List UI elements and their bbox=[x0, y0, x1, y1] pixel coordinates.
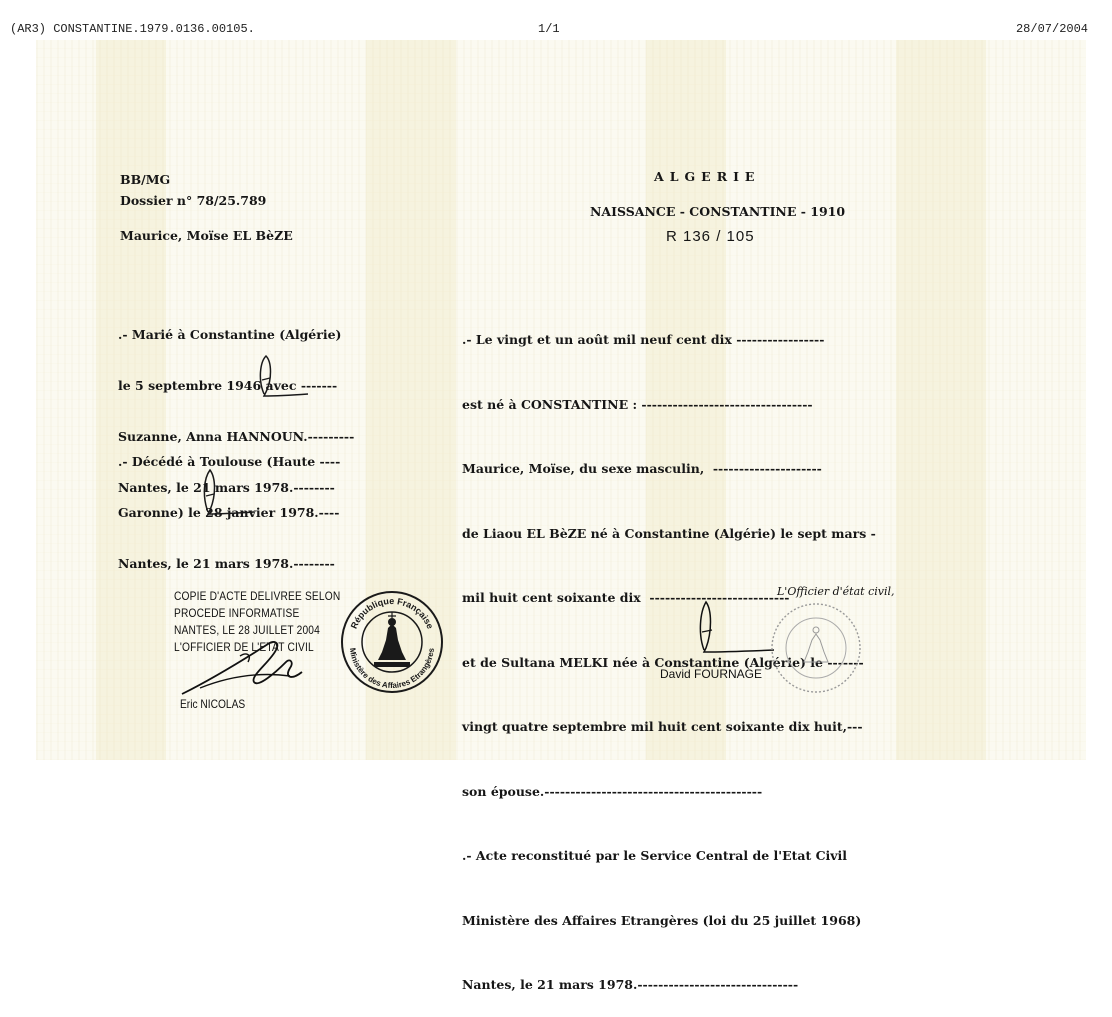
initial-mark-1 bbox=[246, 352, 326, 402]
record-line: mil huit cent soixante dix --------------------------- bbox=[462, 590, 790, 605]
seal-text-bottom: Ministère des Affaires Etrangères bbox=[347, 647, 436, 691]
officer-name: David FOURNAGE bbox=[660, 667, 763, 681]
annotation-line: .- Marié à Constantine (Algérie) bbox=[118, 327, 342, 342]
seal-text-top: République Française bbox=[348, 595, 436, 631]
page-header-left: (AR3) CONSTANTINE.1979.0136.00105. bbox=[10, 22, 255, 36]
record-line: vingt quatre septembre mil huit cent soixante dix huit,--- bbox=[462, 719, 863, 734]
annotation-line: Suzanne, Anna HANNOUN.--------- bbox=[118, 429, 355, 444]
officer-title: L'Officier d'état civil, bbox=[777, 585, 895, 598]
page-header-date: 28/07/2004 bbox=[1015, 22, 1088, 36]
event-heading: NAISSANCE - CONSTANTINE - 1910 bbox=[590, 204, 846, 219]
annotation-line: .- Décédé à Toulouse (Haute ---- bbox=[118, 454, 341, 469]
country-title: ALGERIE bbox=[654, 169, 761, 184]
record-line: son épouse.------------------------------------------ bbox=[462, 783, 763, 799]
annotation-line: Garonne) le 28 janvier 1978.---- bbox=[118, 505, 340, 520]
civil-status-seal bbox=[768, 600, 864, 696]
record-line: Nantes, le 21 mars 1978.------------------------------- bbox=[462, 977, 799, 992]
record-line: .- Acte reconstitué par le Service Central de l'Etat Civil bbox=[462, 848, 848, 863]
record-line: est né à CONSTANTINE : --------------------------------- bbox=[462, 396, 813, 412]
ministry-seal bbox=[340, 590, 444, 694]
stamp-line: COPIE D'ACTE DELIVREE SELON bbox=[174, 589, 341, 603]
page-header-page-number: 1/1 bbox=[538, 22, 560, 36]
stamp-line: NANTES, LE 28 JUILLET 2004 bbox=[174, 623, 320, 637]
annotation-line: le 5 septembre 1946 avec ------- bbox=[118, 378, 338, 393]
record-line: Ministère des Affaires Etrangères (loi du 25 juillet 1968) bbox=[462, 912, 862, 928]
annotation-line: Nantes, le 21 mars 1978.-------- bbox=[118, 480, 335, 495]
signer-name: Eric NICOLAS bbox=[180, 697, 246, 711]
stamp-line: L'OFFICIER DE L'ETAT CIVIL bbox=[174, 640, 314, 654]
signature-eric-nicolas bbox=[180, 632, 330, 702]
reference-initials: BB/MG bbox=[120, 172, 171, 187]
record-line: Maurice, Moïse, du sexe masculin, --------------------- bbox=[462, 461, 822, 476]
stamp-line: PROCEDE INFORMATISE bbox=[174, 606, 300, 620]
annotation-line: Nantes, le 21 mars 1978.-------- bbox=[118, 556, 335, 571]
record-line: et de Sultana MELKI née à Constantine (Algérie) le ------- bbox=[462, 654, 864, 670]
record-line: de Liaou EL BèZE né à Constantine (Algérie) le sept mars - bbox=[462, 525, 876, 541]
record-line: .- Le vingt et un août mil neuf cent dix ----------------- bbox=[462, 332, 825, 347]
register-number: R 136 / 105 bbox=[666, 228, 755, 245]
dossier-number: Dossier n° 78/25.789 bbox=[120, 193, 267, 208]
subject-name: Maurice, Moïse EL BèZE bbox=[120, 228, 293, 243]
initial-mark-2 bbox=[196, 466, 276, 520]
paper-band bbox=[896, 40, 986, 760]
